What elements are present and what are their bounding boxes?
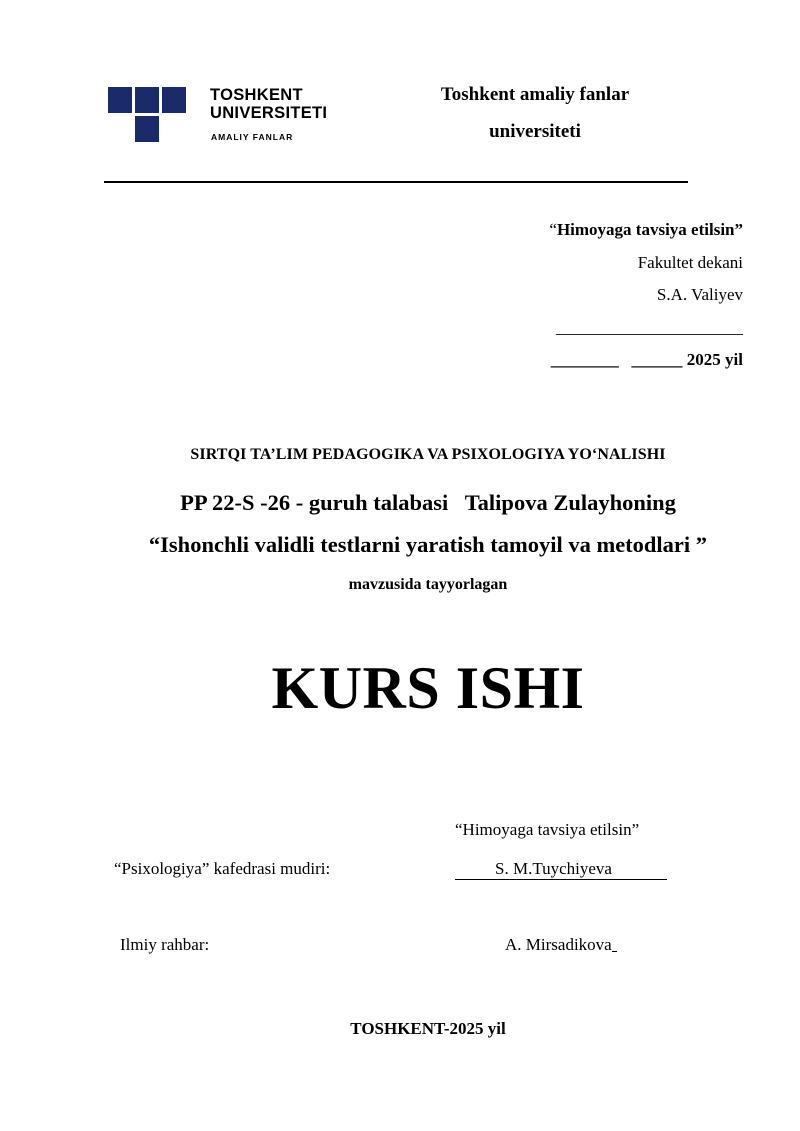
dean-name: S.A. Valiyev <box>656 285 743 304</box>
supervisor-name: A. Mirsadikova <box>505 935 612 954</box>
university-name-line2: universiteti <box>489 121 581 142</box>
university-name <box>420 76 650 150</box>
study-direction: SIRTQI TA’LIM PEDAGOGIKA VA PSIXOLOGIYA YO‘NALISHI <box>190 446 666 463</box>
logo-squares-icon <box>108 86 188 144</box>
approval-date-line: ________ ______ 2025 yil <box>550 350 743 369</box>
recommendation-note: “Himoyaga tavsiya etilsin” <box>455 820 640 839</box>
logo-text-line3: AMALIY FANLAR <box>211 132 294 142</box>
university-logo <box>108 86 338 146</box>
topic-suffix: mavzusida tayyorlagan <box>348 576 508 593</box>
university-name-line1: Toshkent amaliy fanlar <box>440 84 630 105</box>
supervisor-signature <box>505 935 617 955</box>
logo-text-line2: UNIVERSITETI <box>210 104 328 122</box>
logo-text-line1: TOSHKENT <box>210 86 303 104</box>
student-line: PP 22-S -26 - guruh talabasi Talipova Zulayhoning <box>180 490 676 515</box>
supervisor-label: Ilmiy rahbar: <box>120 935 210 954</box>
course-work-topic: “Ishonchli validli testlarni yaratish tamoyil va metodlari ” <box>148 532 708 557</box>
approval-title: “Himoyaga tavsiya etilsin” <box>549 220 743 239</box>
dean-position: Fakultet dekani <box>637 252 743 272</box>
dean-signature-line: ______________________ <box>556 317 743 337</box>
city-year: TOSHKENT-2025 yil <box>350 1019 506 1038</box>
department-head-label: “Psixologiya” kafedrasi mudiri: <box>114 859 331 878</box>
department-head-signature <box>455 859 667 880</box>
header-divider <box>104 181 688 183</box>
document-type-heading: KURS ISHI <box>271 655 585 721</box>
dean-approval-block <box>443 214 743 377</box>
department-head-name: S. M.Tuychiyeva <box>495 859 612 878</box>
